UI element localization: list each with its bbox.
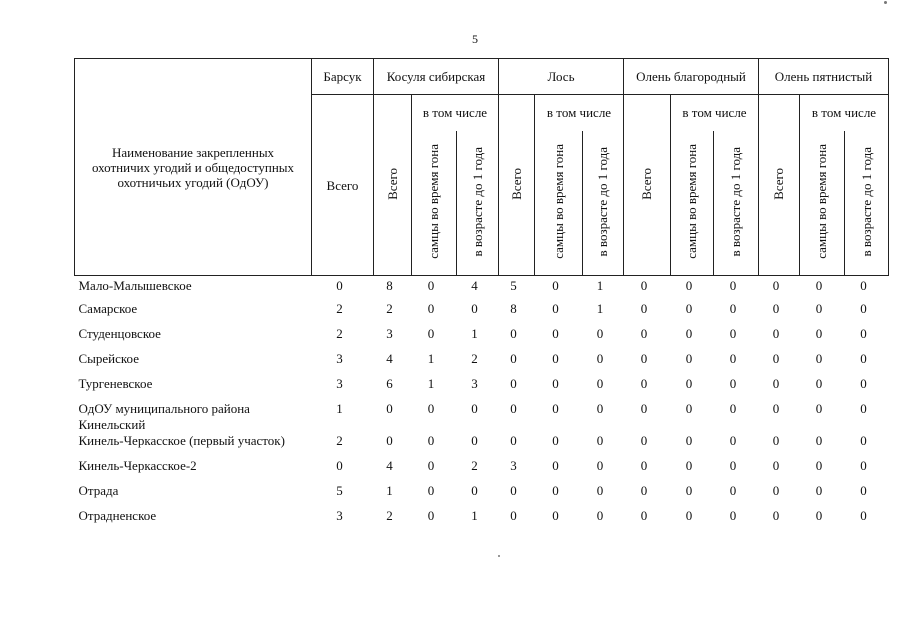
sika-deer-total-header [759,95,800,276]
table-cell: 0 [772,375,780,391]
table-cell: 0 [510,400,517,416]
table-cell: 0 [685,350,693,366]
table-cell: 0 [860,507,867,523]
table-cell: 0 [729,457,737,473]
table-cell: 0 [386,432,393,448]
table-cell: 0 [772,482,780,498]
hunting-quota-table [74,58,889,533]
table-cell: 3 [510,457,517,473]
table-cell: 0 [552,457,559,473]
row-name: ОдОУ муниципального района Кинельский [78,400,250,432]
table-cell: 0 [860,375,867,391]
group-header-moose: Лось [499,59,624,95]
table-cell: 0 [685,400,693,416]
table-cell: 0 [427,507,435,523]
table-cell: 8 [510,300,517,316]
table-cell: 0 [772,278,780,293]
roe-deer-incl-header: в том числе [412,95,499,131]
row-name: Кинель-Черкасское-2 [78,457,197,473]
table-cell: 0 [510,507,517,523]
table-cell: 0 [860,278,867,293]
table-cell: 0 [815,278,823,293]
table-cell: 1 [596,278,604,293]
table-cell: 1 [471,507,478,523]
moose-total-label: Всего [508,167,524,200]
table-cell: 3 [336,350,343,366]
moose-males-header [535,131,583,276]
table-cell: 2 [386,507,393,523]
table-cell: 0 [427,278,435,293]
table-cell: 0 [640,432,648,448]
table-cell: 0 [552,278,559,293]
table-cell: 0 [815,507,823,523]
roe-deer-young-label: в возрасте до 1 года [469,146,485,256]
table-cell: 0 [640,400,648,416]
table-cell: 0 [685,432,693,448]
table-cell: 0 [685,482,693,498]
table-cell: 0 [640,457,648,473]
table-cell: 0 [685,300,693,316]
table-cell: 1 [427,375,435,391]
table-cell: 0 [772,432,780,448]
table-cell: 0 [860,325,867,341]
table-cell: 4 [386,350,393,366]
table-cell: 0 [729,300,737,316]
table-cell: 2 [336,300,343,316]
table-cell: 1 [471,325,478,341]
table-row [75,508,889,533]
sika-deer-males-header [800,131,845,276]
moose-young-label: в возрасте до 1 года [595,146,610,256]
table-cell: 0 [552,482,559,498]
roe-deer-males-label: самцы во время гона [426,143,441,259]
table-cell: 0 [510,432,517,448]
table-cell: 0 [640,375,648,391]
table-cell: 0 [685,507,693,523]
table-cell: 2 [471,457,478,473]
red-deer-incl-header: в том числе [671,95,759,131]
table-cell: 0 [427,400,435,416]
table-cell: 0 [815,350,823,366]
group-header-red-deer: Олень благородный [624,59,759,95]
group-header-roe-deer: Косуля сибирская [374,59,499,95]
table-cell: 0 [640,350,648,366]
red-deer-young-label: в возрасте до 1 года [728,146,743,256]
sika-deer-total-label: Всего [771,167,786,200]
table-cell: 0 [815,482,823,498]
table-cell: 0 [596,432,604,448]
row-name: Отрадненское [78,507,157,523]
table-cell: 0 [640,325,648,341]
table-cell: 0 [552,350,559,366]
table-cell: 0 [471,300,478,316]
table-cell: 6 [386,375,393,391]
table-cell: 0 [729,432,737,448]
red-deer-males-label: самцы во время гона [684,143,699,259]
table-cell: 0 [815,375,823,391]
table-cell: 2 [386,300,393,316]
table-cell: 1 [596,300,604,316]
table-cell: 0 [772,350,780,366]
red-deer-total-label: Всего [639,167,654,200]
table-cell: 0 [471,482,478,498]
row-name: Кинель-Черкасское (первый участок) [78,432,285,448]
table-cell: 0 [772,457,780,473]
badger-total-header: Всего [312,95,374,276]
table-cell: 0 [815,300,823,316]
table-cell: 0 [729,507,737,523]
moose-total-header [499,95,535,276]
table-cell: 0 [427,300,435,316]
page-number: 5 [472,32,478,46]
table-cell: 0 [860,482,867,498]
table-cell: 2 [336,432,343,448]
table-cell: 3 [336,375,343,391]
group-header-sika-deer: Олень пятнистый [759,59,889,95]
row-name: Самарское [78,300,138,316]
table-row [75,483,889,508]
table-cell: 0 [860,457,867,473]
table-cell: 0 [471,432,478,448]
name-column-header-text: Наименование закрепленных охотничих угодий и общедоступных охотничьих угодий (ОдОУ) [91,144,295,190]
table-cell: 5 [510,278,517,293]
table-row [75,351,889,376]
sika-deer-young-header [845,131,889,276]
table-cell: 0 [685,278,693,293]
table-row [75,376,889,401]
table-cell: 0 [772,325,780,341]
table-cell: 1 [427,350,435,366]
table-cell: 0 [596,325,604,341]
table-row [75,301,889,326]
moose-young-header [583,131,624,276]
table-cell: 0 [685,325,693,341]
table-cell: 0 [815,325,823,341]
table-cell: 3 [386,325,393,341]
table-cell: 4 [386,457,393,473]
table-cell: 8 [386,278,393,293]
row-name: Тургеневское [78,375,153,391]
row-name: Отрада [78,482,119,498]
table-cell: 0 [427,325,435,341]
moose-incl-header: в том числе [535,95,624,131]
sika-deer-young-label: в возрасте до 1 года [858,146,874,256]
roe-deer-total-label: Всего [384,167,400,200]
table-cell: 0 [860,400,867,416]
red-deer-total-header [624,95,671,276]
table-cell: 0 [772,507,780,523]
table-cell: 0 [729,325,737,341]
table-cell: 2 [471,350,478,366]
table-cell: 3 [336,507,343,523]
table-cell: 0 [729,482,737,498]
table-row [75,433,889,458]
sika-deer-incl-header: в том числе [800,95,889,131]
table-cell: 0 [510,325,517,341]
table-row [75,276,889,301]
table-cell: 0 [552,507,559,523]
table-row [75,458,889,483]
row-name: Мало-Малышевское [78,278,192,293]
table-cell: 0 [772,300,780,316]
table-cell: 0 [552,375,559,391]
table-cell: 0 [729,278,737,293]
table-cell: 0 [772,400,780,416]
table-cell: 0 [860,432,867,448]
scan-speck [884,1,887,4]
table-cell: 0 [510,350,517,366]
table-cell: 0 [552,325,559,341]
table-cell: 0 [729,350,737,366]
table-cell: 0 [685,375,693,391]
table-cell: 0 [552,432,559,448]
table-cell: 0 [596,457,604,473]
table-cell: 5 [336,482,343,498]
scan-speck [498,555,500,557]
table-cell: 0 [336,278,343,293]
table-cell: 0 [427,432,435,448]
table-cell: 0 [596,375,604,391]
sika-deer-males-label: самцы во время гона [814,143,829,259]
table-cell: 0 [336,457,343,473]
group-header-badger: Барсук [312,59,374,95]
table-cell: 0 [860,300,867,316]
table-cell: 0 [729,375,737,391]
table-cell: 0 [729,400,737,416]
table-cell: 0 [386,400,393,416]
red-deer-males-header [671,131,714,276]
table-cell: 0 [685,457,693,473]
roe-deer-total-header [374,95,412,276]
table-cell: 0 [596,350,604,366]
table-cell: 0 [815,432,823,448]
table-cell: 2 [336,325,343,341]
table-row [75,401,889,433]
table-cell: 0 [427,482,435,498]
table-cell: 0 [596,507,604,523]
roe-deer-males-header [412,131,457,276]
table-cell: 0 [596,400,604,416]
row-name: Студенцовское [78,325,161,341]
table-cell: 1 [336,400,343,416]
row-name: Сырейское [78,350,139,366]
table-cell: 0 [471,400,478,416]
table-cell: 0 [510,482,517,498]
table-cell: 0 [815,457,823,473]
table-cell: 0 [640,300,648,316]
table-cell: 0 [640,278,648,293]
table-cell: 4 [471,278,478,293]
moose-males-label: самцы во время гона [550,143,566,259]
table-cell: 0 [596,482,604,498]
table-cell: 0 [510,375,517,391]
table-cell: 0 [860,350,867,366]
table-cell: 0 [552,400,559,416]
red-deer-young-header [714,131,759,276]
table-cell: 0 [427,457,435,473]
name-column-header [75,59,312,276]
table-cell: 1 [386,482,393,498]
table-cell: 0 [640,482,648,498]
table-cell: 0 [552,300,559,316]
table-cell: 3 [471,375,478,391]
table-cell: 0 [640,507,648,523]
roe-deer-young-header [457,131,499,276]
table-cell: 0 [815,400,823,416]
table-body [75,276,889,533]
table-row [75,326,889,351]
